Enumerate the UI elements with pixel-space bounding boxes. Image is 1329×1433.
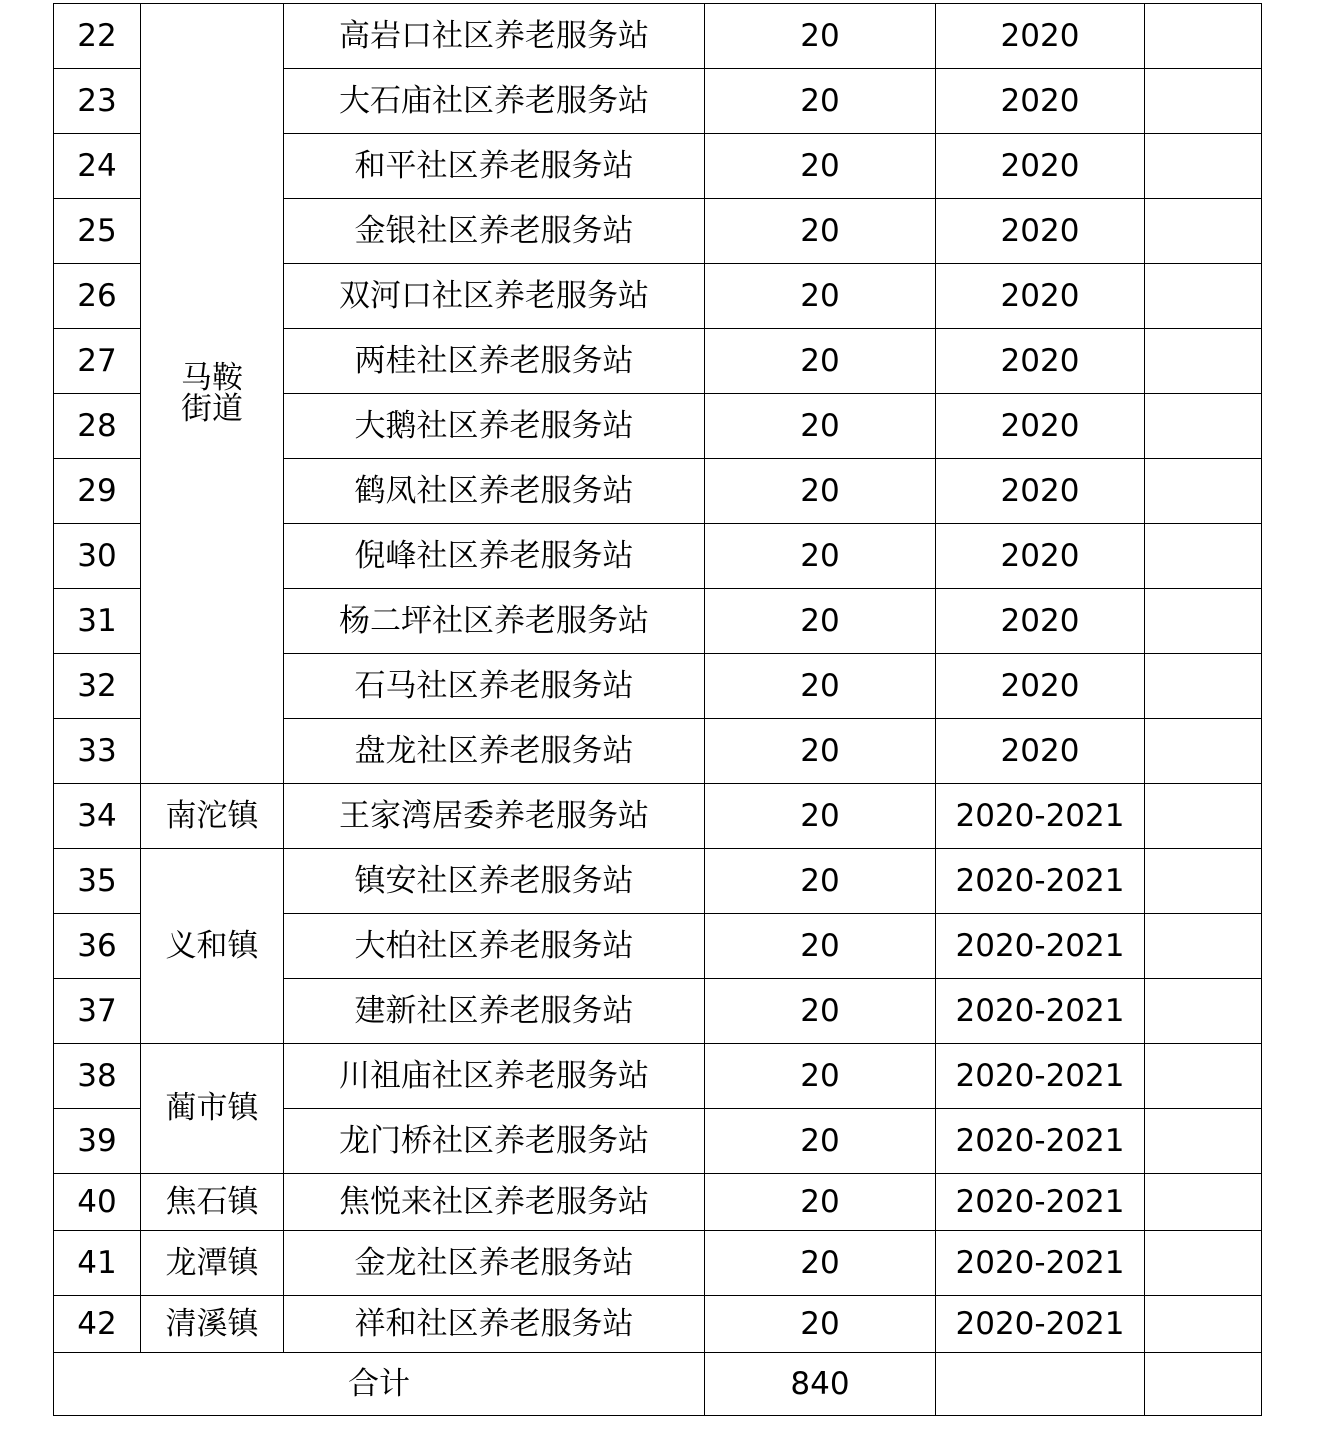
row-number: 24	[54, 134, 141, 199]
station-name: 大柏社区养老服务站	[284, 914, 705, 979]
bed-count: 20	[705, 1044, 936, 1109]
remark-cell	[1145, 199, 1262, 264]
build-year: 2020-2021	[936, 1231, 1145, 1296]
row-number: 28	[54, 394, 141, 459]
station-name: 两桂社区养老服务站	[284, 329, 705, 394]
total-remark-cell	[1145, 1353, 1262, 1416]
station-name: 焦悦来社区养老服务站	[284, 1174, 705, 1231]
row-number: 22	[54, 4, 141, 69]
row-number: 34	[54, 784, 141, 849]
remark-cell	[1145, 1109, 1262, 1174]
station-name: 金银社区养老服务站	[284, 199, 705, 264]
bed-count: 20	[705, 394, 936, 459]
remark-cell	[1145, 719, 1262, 784]
total-year-cell	[936, 1353, 1145, 1416]
build-year: 2020-2021	[936, 914, 1145, 979]
town-cell-jiaoshi: 焦石镇	[141, 1174, 284, 1231]
bed-count: 20	[705, 264, 936, 329]
remark-cell	[1145, 459, 1262, 524]
table-row	[54, 1044, 1262, 1109]
build-year: 2020	[936, 459, 1145, 524]
bed-count: 20	[705, 1174, 936, 1231]
facility-table	[53, 3, 1262, 1416]
total-row	[54, 1353, 1262, 1416]
row-number: 30	[54, 524, 141, 589]
town-name-line: 马鞍	[181, 359, 243, 396]
remark-cell	[1145, 654, 1262, 719]
remark-cell	[1145, 329, 1262, 394]
row-number: 26	[54, 264, 141, 329]
row-number: 36	[54, 914, 141, 979]
table-row	[54, 849, 1262, 914]
row-number: 41	[54, 1231, 141, 1296]
bed-count: 20	[705, 134, 936, 199]
station-name: 倪峰社区养老服务站	[284, 524, 705, 589]
remark-cell	[1145, 1174, 1262, 1231]
build-year: 2020	[936, 134, 1145, 199]
bed-count: 20	[705, 524, 936, 589]
build-year: 2020	[936, 719, 1145, 784]
station-name: 和平社区养老服务站	[284, 134, 705, 199]
remark-cell	[1145, 4, 1262, 69]
build-year: 2020-2021	[936, 979, 1145, 1044]
table-row	[54, 4, 1262, 69]
remark-cell	[1145, 1231, 1262, 1296]
station-name: 龙门桥社区养老服务站	[284, 1109, 705, 1174]
row-number: 31	[54, 589, 141, 654]
table-row	[54, 1231, 1262, 1296]
station-name: 王家湾居委养老服务站	[284, 784, 705, 849]
station-name: 大石庙社区养老服务站	[284, 69, 705, 134]
row-number: 38	[54, 1044, 141, 1109]
bed-count: 20	[705, 589, 936, 654]
build-year: 2020	[936, 589, 1145, 654]
station-name: 盘龙社区养老服务站	[284, 719, 705, 784]
build-year: 2020	[936, 394, 1145, 459]
station-name: 金龙社区养老服务站	[284, 1231, 705, 1296]
bed-count: 20	[705, 459, 936, 524]
build-year: 2020-2021	[936, 784, 1145, 849]
bed-count: 20	[705, 654, 936, 719]
row-number: 33	[54, 719, 141, 784]
station-name: 建新社区养老服务站	[284, 979, 705, 1044]
build-year: 2020	[936, 4, 1145, 69]
town-cell-maan	[141, 4, 284, 784]
total-beds: 840	[705, 1353, 936, 1416]
remark-cell	[1145, 1296, 1262, 1353]
row-number: 37	[54, 979, 141, 1044]
town-cell-lanshi: 蔺市镇	[141, 1044, 284, 1174]
total-label: 合计	[54, 1353, 705, 1416]
build-year: 2020	[936, 69, 1145, 134]
bed-count: 20	[705, 1231, 936, 1296]
remark-cell	[1145, 264, 1262, 329]
remark-cell	[1145, 134, 1262, 199]
row-number: 35	[54, 849, 141, 914]
build-year: 2020	[936, 654, 1145, 719]
build-year: 2020	[936, 524, 1145, 589]
town-cell-qingxi: 清溪镇	[141, 1296, 284, 1353]
remark-cell	[1145, 1044, 1262, 1109]
station-name: 高岩口社区养老服务站	[284, 4, 705, 69]
row-number: 39	[54, 1109, 141, 1174]
town-cell-nantuo: 南沱镇	[141, 784, 284, 849]
bed-count: 20	[705, 979, 936, 1044]
remark-cell	[1145, 394, 1262, 459]
build-year: 2020	[936, 264, 1145, 329]
table-row	[54, 1296, 1262, 1353]
bed-count: 20	[705, 1109, 936, 1174]
row-number: 27	[54, 329, 141, 394]
station-name: 川祖庙社区养老服务站	[284, 1044, 705, 1109]
remark-cell	[1145, 784, 1262, 849]
bed-count: 20	[705, 784, 936, 849]
build-year: 2020-2021	[936, 1296, 1145, 1353]
bed-count: 20	[705, 849, 936, 914]
town-cell-yihe: 义和镇	[141, 849, 284, 1044]
remark-cell	[1145, 979, 1262, 1044]
bed-count: 20	[705, 69, 936, 134]
station-name: 祥和社区养老服务站	[284, 1296, 705, 1353]
remark-cell	[1145, 589, 1262, 654]
town-cell-longtan: 龙潭镇	[141, 1231, 284, 1296]
build-year: 2020-2021	[936, 1044, 1145, 1109]
bed-count: 20	[705, 914, 936, 979]
build-year: 2020-2021	[936, 849, 1145, 914]
build-year: 2020-2021	[936, 1174, 1145, 1231]
row-number: 42	[54, 1296, 141, 1353]
row-number: 40	[54, 1174, 141, 1231]
remark-cell	[1145, 914, 1262, 979]
bed-count: 20	[705, 199, 936, 264]
station-name: 镇安社区养老服务站	[284, 849, 705, 914]
bed-count: 20	[705, 1296, 936, 1353]
table-row	[54, 784, 1262, 849]
row-number: 23	[54, 69, 141, 134]
build-year: 2020	[936, 329, 1145, 394]
station-name: 大鹅社区养老服务站	[284, 394, 705, 459]
build-year: 2020-2021	[936, 1109, 1145, 1174]
bed-count: 20	[705, 719, 936, 784]
bed-count: 20	[705, 4, 936, 69]
remark-cell	[1145, 524, 1262, 589]
remark-cell	[1145, 849, 1262, 914]
station-name: 石马社区养老服务站	[284, 654, 705, 719]
bed-count: 20	[705, 329, 936, 394]
station-name: 杨二坪社区养老服务站	[284, 589, 705, 654]
row-number: 25	[54, 199, 141, 264]
station-name: 鹤凤社区养老服务站	[284, 459, 705, 524]
build-year: 2020	[936, 199, 1145, 264]
remark-cell	[1145, 69, 1262, 134]
station-name: 双河口社区养老服务站	[284, 264, 705, 329]
town-name-line: 街道	[181, 390, 243, 427]
table-row	[54, 1174, 1262, 1231]
row-number: 32	[54, 654, 141, 719]
row-number: 29	[54, 459, 141, 524]
